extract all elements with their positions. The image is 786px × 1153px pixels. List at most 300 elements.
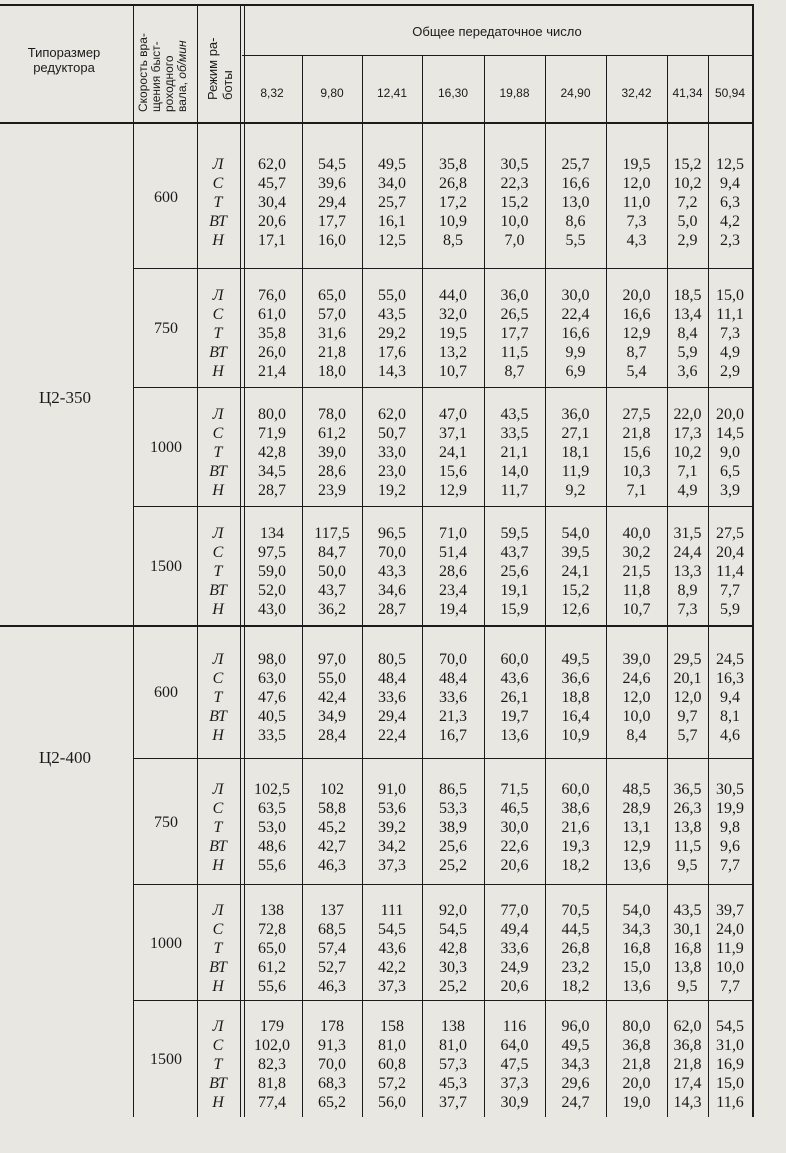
table-cell: 10,7 (439, 363, 467, 380)
mode-label: Т (213, 819, 223, 836)
mode-label: Т (213, 563, 223, 580)
value-column (242, 155, 302, 250)
table-cell: 17,3 (673, 425, 702, 442)
table-cell: 34,6 (378, 582, 406, 599)
table-cell: 37,7 (439, 1094, 467, 1111)
table-cell: 9,9 (565, 344, 586, 361)
table-cell: 12,0 (622, 175, 651, 192)
table-cell: 11,7 (500, 482, 529, 499)
table-cell: 43,7 (318, 582, 346, 599)
block-separator-rule (134, 268, 752, 269)
table-cell: 4,2 (720, 213, 740, 230)
table-cell: 57,3 (439, 1056, 467, 1073)
table-cell: 24,9 (500, 959, 529, 976)
table-cell: 30,5 (500, 156, 529, 173)
table-cell: 28,4 (318, 727, 346, 744)
table-cell: 49,5 (561, 1037, 590, 1054)
mode-label: С (212, 175, 224, 192)
table-cell: 65,0 (318, 287, 346, 304)
table-cell: 102,5 (254, 781, 290, 798)
table-cell: 28,6 (439, 563, 467, 580)
table-cell: 48,4 (378, 670, 406, 687)
table-cell: 81,8 (258, 1075, 286, 1092)
speed-label: 1500 (150, 558, 182, 575)
ratio-value: 12,41 (376, 86, 408, 100)
value-column (708, 524, 752, 619)
table-cell: 12,9 (439, 482, 467, 499)
table-cell: 23,0 (378, 463, 406, 480)
table-cell: 63,5 (258, 800, 286, 817)
table-cell: 28,9 (622, 800, 651, 817)
table-cell: 80,5 (378, 651, 406, 668)
mode-label: Н (212, 482, 224, 499)
table-cell: 5,9 (720, 601, 740, 618)
value-column (242, 405, 302, 500)
table-cell: 33,5 (258, 727, 286, 744)
table-cell: 25,6 (439, 838, 467, 855)
table-cell: 47,6 (258, 689, 286, 706)
table-cell: 30,4 (258, 194, 286, 211)
table-cell: 61,2 (258, 959, 286, 976)
table-cell: 102,0 (254, 1037, 290, 1054)
value-column (484, 155, 545, 250)
table-cell: 16,1 (378, 213, 406, 230)
value-column (545, 524, 606, 619)
table-cell: 15,2 (561, 582, 590, 599)
table-cell: 58,8 (318, 800, 346, 817)
table-cell: 13,6 (500, 727, 529, 744)
value-column (422, 780, 484, 875)
table-cell: 23,4 (439, 582, 467, 599)
table-cell: 27,5 (622, 406, 651, 423)
table-cell: 12,9 (622, 325, 651, 342)
table-cell: 38,9 (439, 819, 467, 836)
table-cell: 70,0 (439, 651, 467, 668)
table-cell: 33,0 (378, 444, 406, 461)
mode-label: ВТ (209, 708, 227, 725)
table-cell: 20,0 (622, 287, 651, 304)
table-cell: 13,4 (673, 306, 702, 323)
speed-label: 600 (154, 189, 178, 206)
value-column (362, 286, 422, 381)
table-cell: 68,5 (318, 921, 346, 938)
table-cell: 117,5 (314, 525, 350, 542)
mode-label: С (212, 425, 224, 442)
value-column (708, 780, 752, 875)
type-label: Ц2-400 (39, 748, 91, 767)
table-cell: 5,4 (626, 363, 647, 380)
table-cell: 9,0 (720, 444, 740, 461)
value-column (606, 155, 667, 250)
table-cell: 65,2 (318, 1094, 346, 1111)
table-cell: 57,0 (318, 306, 346, 323)
table-cell: 10,2 (673, 444, 702, 461)
table-cell: 77,4 (258, 1094, 286, 1111)
ratio-value: 9,80 (320, 86, 344, 100)
table-cell: 3,6 (677, 363, 698, 380)
mode-label: Л (212, 781, 224, 798)
table-cell: 60,0 (561, 781, 590, 798)
table-cell: 19,1 (500, 582, 529, 599)
value-column (302, 650, 362, 745)
value-column (606, 405, 667, 500)
table-cell: 11,5 (500, 344, 529, 361)
table-cell: 42,8 (439, 940, 467, 957)
speed-label: 600 (154, 684, 178, 701)
table-cell: 52,7 (318, 959, 346, 976)
table-cell: 18,0 (318, 363, 346, 380)
table-cell: 42,4 (318, 689, 346, 706)
table-cell: 26,8 (439, 175, 467, 192)
table-cell: 33,6 (439, 689, 467, 706)
table-cell: 15,0 (622, 959, 651, 976)
mode-label: Т (213, 1056, 223, 1073)
table-cell: 13,6 (622, 978, 651, 995)
table-cell: 39,6 (318, 175, 346, 192)
table-cell: 70,5 (561, 902, 590, 919)
table-cell: 16,6 (561, 175, 590, 192)
table-cell: 25,7 (378, 194, 406, 211)
value-column (667, 155, 708, 250)
table-cell: 7,3 (720, 325, 740, 342)
table-cell: 15,2 (500, 194, 529, 211)
table-cell: 38,6 (561, 800, 590, 817)
mode-label: С (212, 306, 224, 323)
table-cell: 55,0 (378, 287, 406, 304)
table-cell: 42,8 (258, 444, 286, 461)
mode-label: Н (212, 601, 224, 618)
table-cell: 8,4 (626, 727, 647, 744)
table-cell: 33,5 (500, 425, 529, 442)
table-cell: 15,9 (500, 601, 529, 618)
table-cell: 21,8 (622, 1056, 651, 1073)
table-cell: 9,2 (565, 482, 586, 499)
table-cell: 8,4 (677, 325, 698, 342)
table-cell: 24,0 (716, 921, 744, 938)
value-column (484, 524, 545, 619)
table-cell: 56,0 (378, 1094, 406, 1111)
table-cell: 24,4 (673, 544, 702, 561)
table-cell: 12,0 (622, 689, 651, 706)
table-cell: 42,2 (378, 959, 406, 976)
table-cell: 19,5 (439, 325, 467, 342)
value-column (667, 524, 708, 619)
table-cell: 12,5 (378, 232, 406, 249)
table-cell: 20,4 (716, 544, 744, 561)
mode-list (198, 1017, 238, 1112)
value-column (606, 1017, 667, 1112)
table-cell: 39,5 (561, 544, 590, 561)
table-cell: 16,6 (561, 325, 590, 342)
table-cell: 23,9 (318, 482, 346, 499)
table-cell: 31,5 (673, 525, 702, 542)
speed-label: 1500 (150, 1051, 182, 1068)
table-cell: 43,3 (378, 563, 406, 580)
block-separator-rule (134, 506, 752, 507)
table-cell: 9,8 (720, 819, 740, 836)
table-cell: 24,1 (439, 444, 467, 461)
table-cell: 60,8 (378, 1056, 406, 1073)
table-cell: 63,0 (258, 670, 286, 687)
value-column (708, 286, 752, 381)
table-cell: 24,6 (622, 670, 651, 687)
table-cell: 16,8 (673, 940, 702, 957)
table-cell: 36,8 (622, 1037, 651, 1054)
value-column (422, 524, 484, 619)
mode-header-line: боты (220, 70, 235, 100)
table-cell: 20,0 (622, 1075, 651, 1092)
table-cell: 9,6 (720, 838, 740, 855)
table-cell: 68,3 (318, 1075, 346, 1092)
mode-label: Н (212, 727, 224, 744)
value-column (606, 524, 667, 619)
table-cell: 20,1 (673, 670, 702, 687)
value-column (422, 650, 484, 745)
table-cell: 40,0 (622, 525, 651, 542)
table-cell: 8,7 (504, 363, 525, 380)
value-column (545, 901, 606, 996)
table-cell: 19,2 (378, 482, 406, 499)
value-column (302, 1017, 362, 1112)
table-cell: 7,1 (626, 482, 647, 499)
value-column (422, 1017, 484, 1112)
mode-label: Т (213, 194, 223, 211)
block-separator-rule (134, 884, 752, 885)
table-cell: 30,2 (622, 544, 651, 561)
speed-header (137, 33, 189, 112)
table-cell: 43,6 (500, 670, 529, 687)
mode-label: ВТ (209, 838, 227, 855)
mode-list (198, 650, 238, 745)
value-column (484, 286, 545, 381)
table-cell: 20,6 (258, 213, 286, 230)
table-cell: 39,0 (622, 651, 651, 668)
value-column (606, 780, 667, 875)
table-cell: 48,4 (439, 670, 467, 687)
table-cell: 26,3 (673, 800, 702, 817)
value-column (606, 901, 667, 996)
table-cell: 46,3 (318, 857, 346, 874)
table-cell: 37,3 (378, 978, 406, 995)
value-column (667, 1017, 708, 1112)
table-cell: 24,1 (561, 563, 590, 580)
table-cell: 37,3 (378, 857, 406, 874)
table-cell: 22,0 (673, 406, 702, 423)
table-cell: 81,0 (439, 1037, 467, 1054)
value-column (667, 286, 708, 381)
table-cell: 7,1 (677, 463, 698, 480)
table-cell: 82,3 (258, 1056, 286, 1073)
table-cell: 5,5 (565, 232, 586, 249)
value-column (667, 405, 708, 500)
value-column (302, 780, 362, 875)
table-cell: 4,3 (626, 232, 647, 249)
table-cell: 19,7 (500, 708, 529, 725)
table-cell: 97,5 (258, 544, 286, 561)
speed-header-line (176, 33, 189, 112)
table-cell: 13,8 (673, 819, 702, 836)
mode-label: С (212, 921, 224, 938)
value-column (708, 650, 752, 745)
table-cell: 50,0 (318, 563, 346, 580)
value-column (302, 405, 362, 500)
table-cell: 14,3 (673, 1094, 702, 1111)
mode-label: ВТ (209, 959, 227, 976)
speed-header-line: щения быст- (149, 41, 163, 112)
table-cell: 80,0 (622, 1018, 651, 1035)
group-separator-rule (0, 625, 752, 627)
table-cell: 28,7 (378, 601, 406, 618)
table-cell: 7,2 (677, 194, 698, 211)
mode-label: Н (212, 232, 224, 249)
table-cell: 9,4 (720, 175, 740, 192)
top-rule (0, 4, 752, 6)
table-cell: 52,0 (258, 582, 286, 599)
table-cell: 16,6 (622, 306, 651, 323)
value-column (302, 901, 362, 996)
table-cell: 13,3 (673, 563, 702, 580)
table-cell: 16,9 (716, 1056, 744, 1073)
table-cell: 57,2 (378, 1075, 406, 1092)
mode-label: Н (212, 1094, 224, 1111)
table-cell: 25,6 (500, 563, 529, 580)
value-column (422, 405, 484, 500)
value-column (242, 524, 302, 619)
block-separator-rule (134, 758, 752, 759)
table-cell: 8,1 (720, 708, 740, 725)
table-cell: 21,8 (318, 344, 346, 361)
table-cell: 17,7 (500, 325, 529, 342)
table-cell: 25,7 (561, 156, 590, 173)
table-cell: 7,7 (720, 582, 740, 599)
mode-label: Л (212, 525, 224, 542)
table-cell: 158 (380, 1018, 404, 1035)
table-cell: 11,5 (673, 838, 702, 855)
table-cell: 44,0 (439, 287, 467, 304)
mode-label: Н (212, 978, 224, 995)
table-cell: 92,0 (439, 902, 467, 919)
ratio-value: 32,42 (621, 86, 652, 100)
mode-label: ВТ (209, 344, 227, 361)
table-cell: 22,3 (500, 175, 529, 192)
table-cell: 30,3 (439, 959, 467, 976)
table-cell: 116 (502, 1018, 527, 1035)
table-cell: 7,3 (626, 213, 647, 230)
table-cell: 29,2 (378, 325, 406, 342)
table-cell: 51,4 (439, 544, 467, 561)
ratio-value: 24,90 (560, 86, 591, 100)
table-cell: 23,2 (561, 959, 590, 976)
value-column (362, 524, 422, 619)
table-cell: 11,9 (561, 463, 590, 480)
mode-label: Т (213, 444, 223, 461)
table-cell: 11,6 (716, 1094, 744, 1111)
value-column (484, 650, 545, 745)
speed-unit: об/мин (175, 40, 189, 79)
block-separator-rule (134, 1000, 752, 1001)
value-column (362, 780, 422, 875)
table-cell: 4,9 (677, 482, 698, 499)
table-cell: 10,0 (622, 708, 651, 725)
table-cell: 80,0 (258, 406, 286, 423)
table-cell: 46,3 (318, 978, 346, 995)
table-cell: 34,9 (318, 708, 346, 725)
table-cell: 10,2 (673, 175, 702, 192)
value-column (708, 155, 752, 250)
table-cell: 61,2 (318, 425, 346, 442)
table-cell: 15,2 (673, 156, 702, 173)
speed-header-line: Скорость вра- (136, 33, 150, 112)
right-edge-rule (752, 4, 754, 1117)
table-cell: 76,0 (258, 287, 286, 304)
table-cell: 134 (260, 525, 284, 542)
value-column (484, 901, 545, 996)
mode-label: С (212, 800, 224, 817)
mode-label: Л (212, 287, 224, 304)
table-cell: 178 (320, 1018, 344, 1035)
value-column (242, 650, 302, 745)
table-cell: 8,9 (677, 582, 698, 599)
table-cell: 28,6 (318, 463, 346, 480)
ratio-value: 8,32 (260, 86, 284, 100)
speed-label: 1000 (150, 439, 182, 456)
table-cell: 54,5 (439, 921, 467, 938)
table-cell: 16,3 (716, 670, 744, 687)
value-column (484, 1017, 545, 1112)
ratio-title: Общее передаточное число (412, 24, 582, 39)
table-cell: 43,5 (378, 306, 406, 323)
table-cell: 10,9 (439, 213, 467, 230)
mode-list (198, 780, 238, 875)
value-column (545, 650, 606, 745)
mode-label: Т (213, 325, 223, 342)
table-cell: 11,8 (622, 582, 651, 599)
table-cell: 81,0 (378, 1037, 406, 1054)
value-column (422, 901, 484, 996)
value-column (606, 286, 667, 381)
table-cell: 6,9 (565, 363, 586, 380)
table-cell: 21,8 (673, 1056, 702, 1073)
table-cell: 2,9 (720, 363, 740, 380)
header-bottom-rule (0, 122, 752, 124)
table-cell: 78,0 (318, 406, 346, 423)
table-cell: 61,0 (258, 306, 286, 323)
table-cell: 21,6 (561, 819, 590, 836)
table-cell: 20,0 (716, 406, 744, 423)
table-cell: 36,0 (500, 287, 529, 304)
table-cell: 27,1 (561, 425, 590, 442)
value-column (708, 405, 752, 500)
table-cell: 10,7 (622, 601, 651, 618)
table-cell: 6,3 (720, 194, 740, 211)
table-cell: 9,7 (677, 708, 698, 725)
table-cell: 7,0 (504, 232, 525, 249)
value-column (362, 650, 422, 745)
table-cell: 55,6 (258, 857, 286, 874)
mode-label: С (212, 670, 224, 687)
table-cell: 18,5 (673, 287, 702, 304)
table-cell: 9,5 (677, 978, 698, 995)
mode-label: ВТ (209, 463, 227, 480)
value-column (422, 155, 484, 250)
table-cell: 71,5 (500, 781, 529, 798)
table-cell: 64,0 (500, 1037, 529, 1054)
table-cell: 57,4 (318, 940, 346, 957)
table-cell: 15,0 (716, 287, 744, 304)
table-cell: 25,2 (439, 978, 467, 995)
table-cell: 97,0 (318, 651, 346, 668)
table-cell: 36,2 (318, 601, 346, 618)
